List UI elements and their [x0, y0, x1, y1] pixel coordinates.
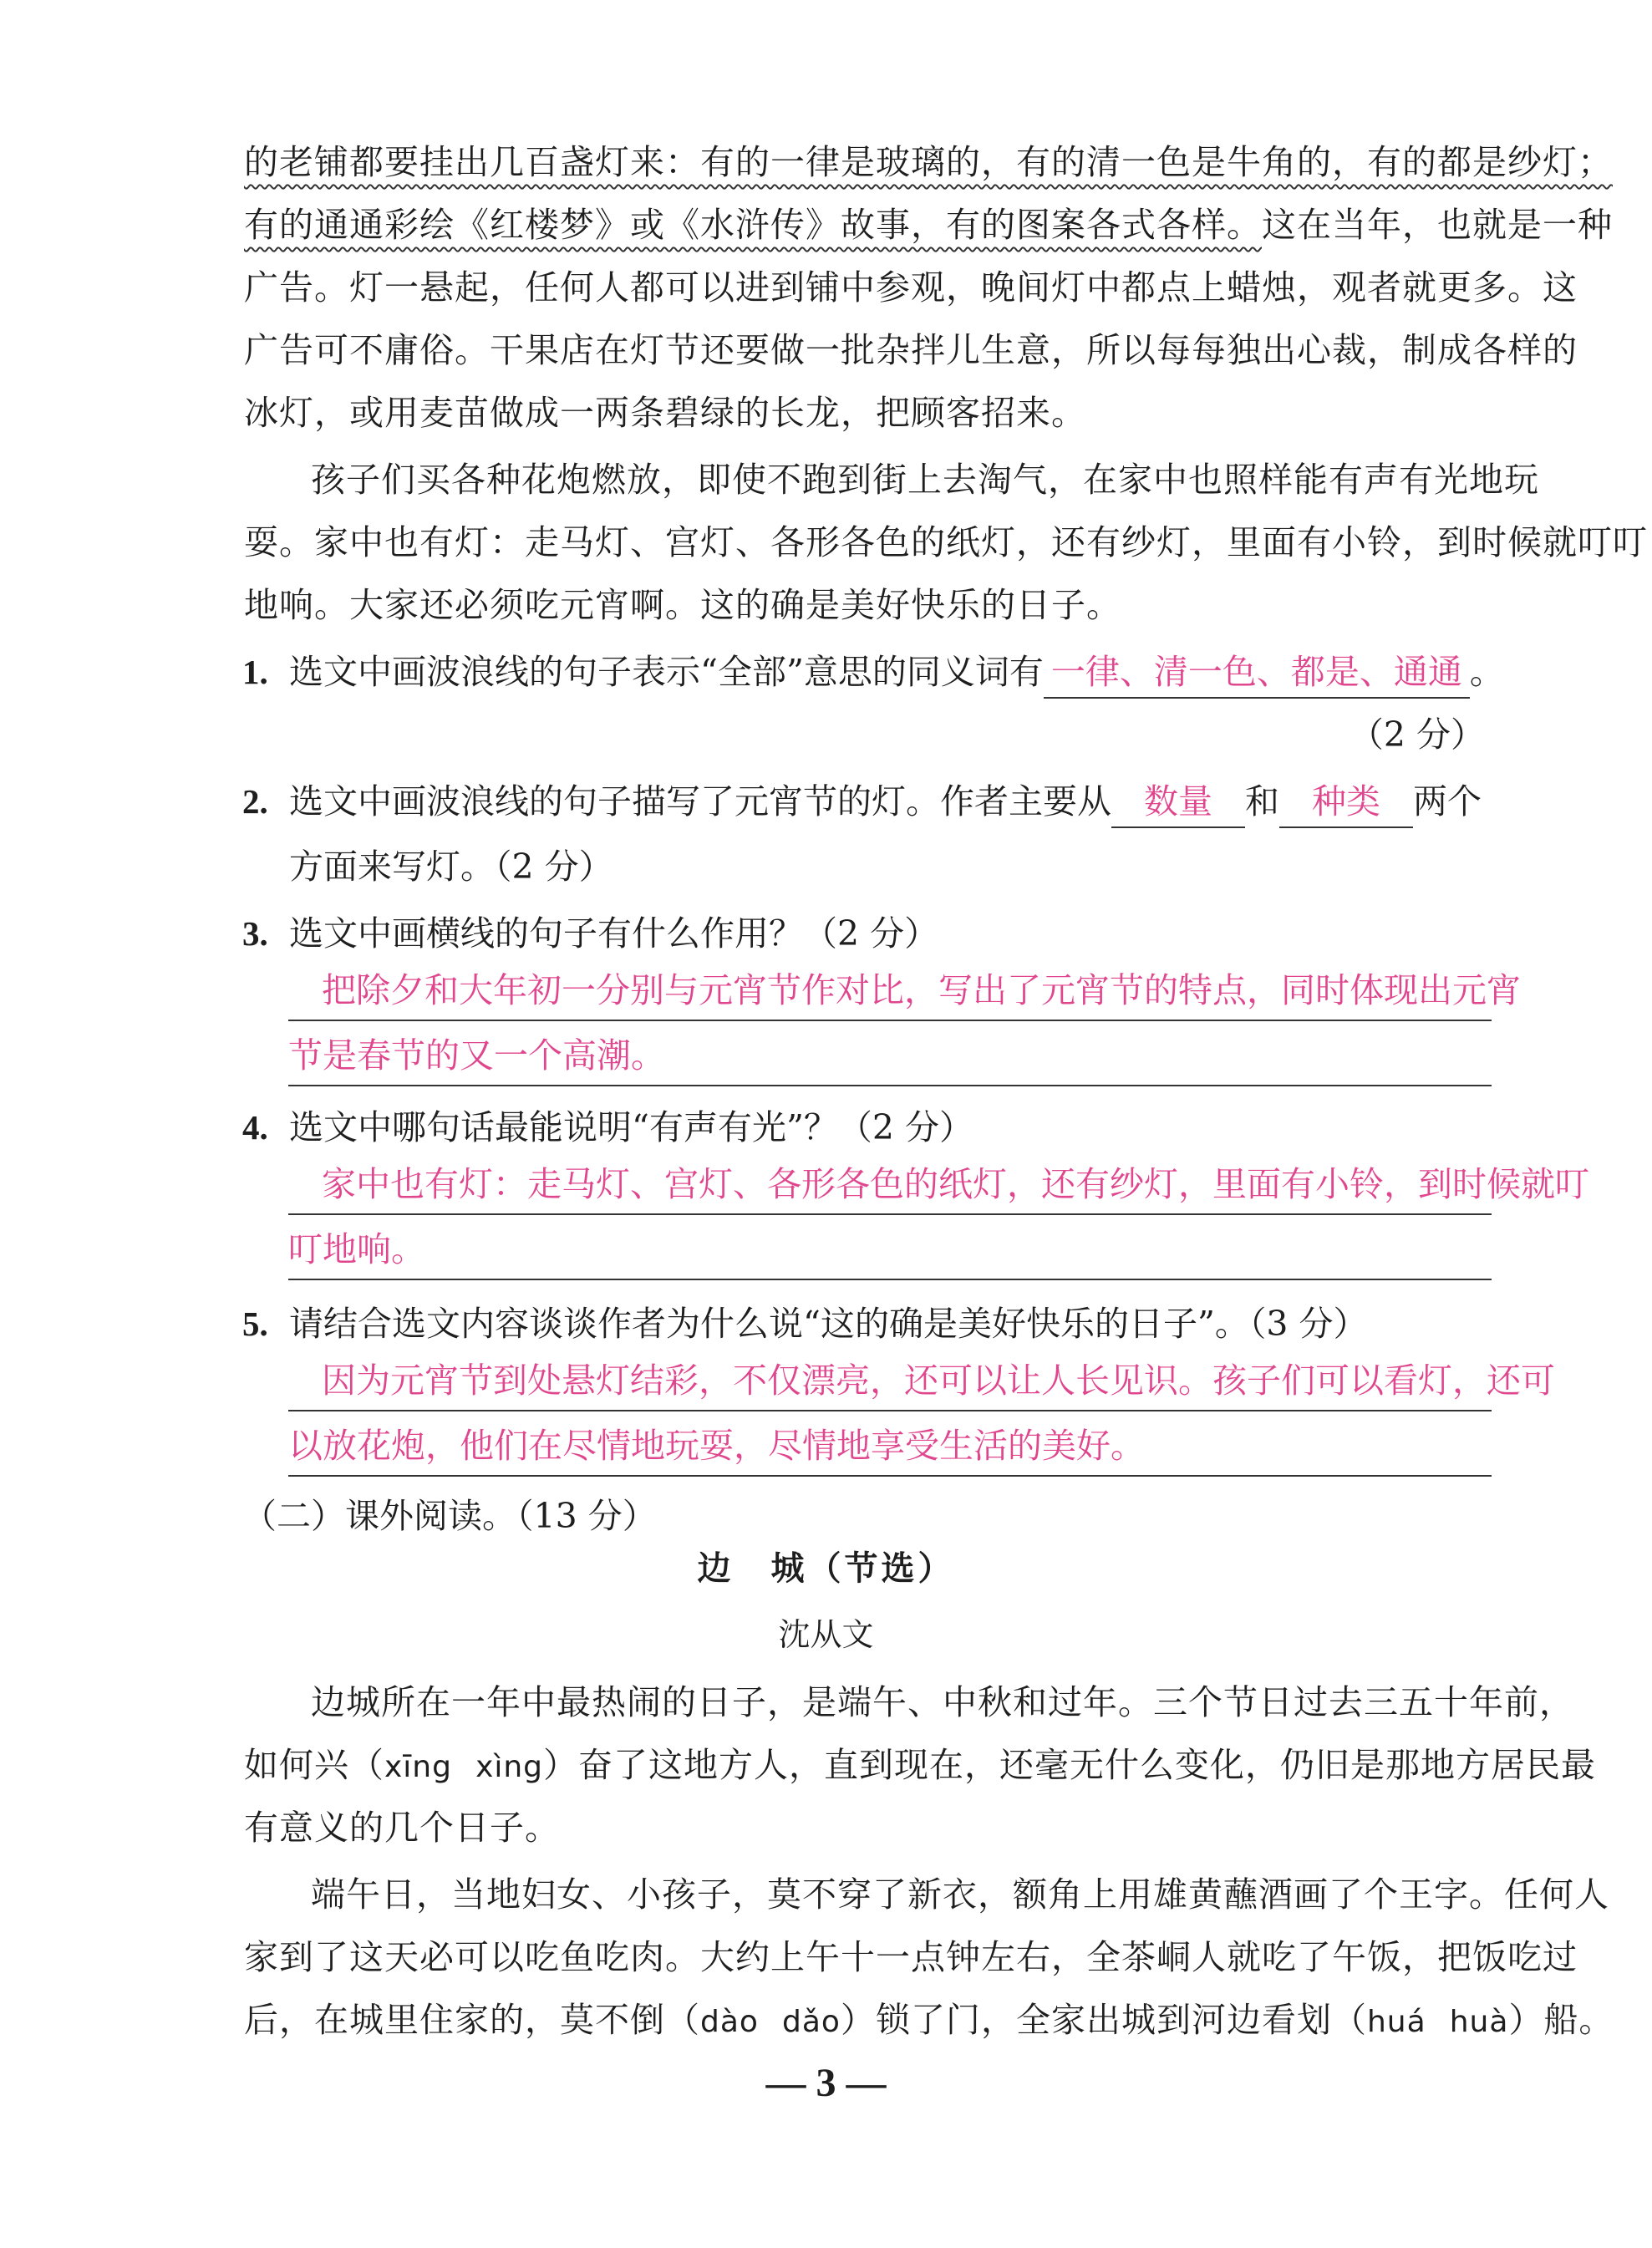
passage-line: 家到了这天必可以吃鱼吃肉。大约上午十一点钟左右，全茶峒人就吃了午饭，把饭吃过	[244, 1937, 1578, 1977]
answer-line: 家中也有灯：走马灯、宫灯、各形各色的纸灯，还有纱灯，里面有小铃，到时候就叮	[288, 1155, 1492, 1215]
article-author: 沈从文	[778, 1616, 874, 1653]
passage-line: 后，在城里住家的，莫不倒（dào dǎo）锁了门，全家出城到河边看划（huá huà）船。	[244, 2000, 1614, 2040]
passage-line: 边城所在一年中最热闹的日子，是端午、中秋和过年。三个节日过去三五十年前，	[311, 1682, 1574, 1722]
passage-line: 的老铺都要挂出几百盏灯来：有的一律是玻璃的，有的清一色是牛角的，有的都是纱灯；	[244, 142, 1613, 182]
page-number: — 3 —	[765, 2061, 887, 2105]
answer-blank: 数量	[1111, 776, 1245, 828]
answer-line: 叮地响。	[288, 1220, 1492, 1280]
answer-line: 把除夕和大年初一分别与元宵节作对比，写出了元宵节的特点，同时体现出元宵	[288, 961, 1492, 1021]
question-2: 2. 选文中画波浪线的句子描写了元宵节的灯。作者主要从 数量 和 种类 两个	[242, 769, 1496, 834]
answer-blank: 种类	[1279, 776, 1413, 828]
score-label: （2 分）	[1349, 715, 1485, 755]
section-heading: （二）课外阅读。（13 分）	[242, 1496, 657, 1536]
passage-line: 广告。灯一悬起，任何人都可以进到铺中参观，晚间灯中都点上蜡烛，观者就更多。这	[244, 267, 1578, 308]
passage-line: 广告可不庸俗。干果店在灯节还要做一批杂拌儿生意，所以每每独出心裁，制成各样的	[244, 330, 1578, 370]
question-3: 3. 选文中画横线的句子有什么作用？（2 分）	[242, 913, 939, 954]
question-4: 4. 选文中哪句话最能说明“有声有光”？（2 分）	[242, 1107, 974, 1147]
passage-line: 有的通通彩绘《红楼梦》或《水浒传》故事，有的图案各式各样。这在当年，也就是一种	[244, 205, 1613, 245]
answer-line: 因为元宵节到处悬灯结彩，不仅漂亮，还可以让人长见识。孩子们可以看灯，还可	[288, 1351, 1492, 1411]
question-5: 5. 请结合选文内容谈谈作者为什么说“这的确是美好快乐的日子”。（3 分）	[242, 1304, 1368, 1344]
pinyin-selected: huà	[1449, 2005, 1509, 2039]
passage-line: 冰灯，或用麦苗做成一两条碧绿的长龙，把顾客招来。	[244, 393, 1086, 433]
answer-line: 节是春节的又一个高潮。	[288, 1026, 1492, 1086]
passage-line: 孩子们买各种花炮燃放，即使不跑到街上去淘气，在家中也照样能有声有光地玩	[311, 460, 1539, 500]
question-1: 1. 选文中画波浪线的句子表示“全部”意思的同义词有 一律、清一色、都是、通通 。	[242, 639, 1496, 704]
question-2-cont: 方面来写灯。（2 分）	[289, 847, 613, 887]
passage-line: 端午日，当地妇女、小孩子，莫不穿了新衣，额角上用雄黄蘸酒画了个王字。任何人	[311, 1874, 1609, 1915]
article-title: 边 城（节选）	[697, 1549, 955, 1588]
answer-line: 以放花炮，他们在尽情地玩耍，尽情地享受生活的美好。	[288, 1416, 1492, 1477]
passage-line: 地响。大家还必须吃元宵啊。这的确是美好快乐的日子。	[244, 585, 1121, 625]
passage-line: 耍。家中也有灯：走马灯、宫灯、各形各色的纸灯，还有纱灯，里面有小铃，到时候就叮叮	[244, 522, 1648, 562]
answer-blank: 一律、清一色、都是、通通	[1044, 647, 1470, 699]
pinyin-selected: dǎo	[782, 2005, 841, 2039]
passage-line: 有意义的几个日子。	[244, 1808, 560, 1848]
pinyin-selected: xìng	[475, 1750, 544, 1784]
passage-line: 如何兴（xīng xìng）奋了这地方人，直到现在，还毫无什么变化，仍旧是那地方居民最	[244, 1745, 1597, 1785]
